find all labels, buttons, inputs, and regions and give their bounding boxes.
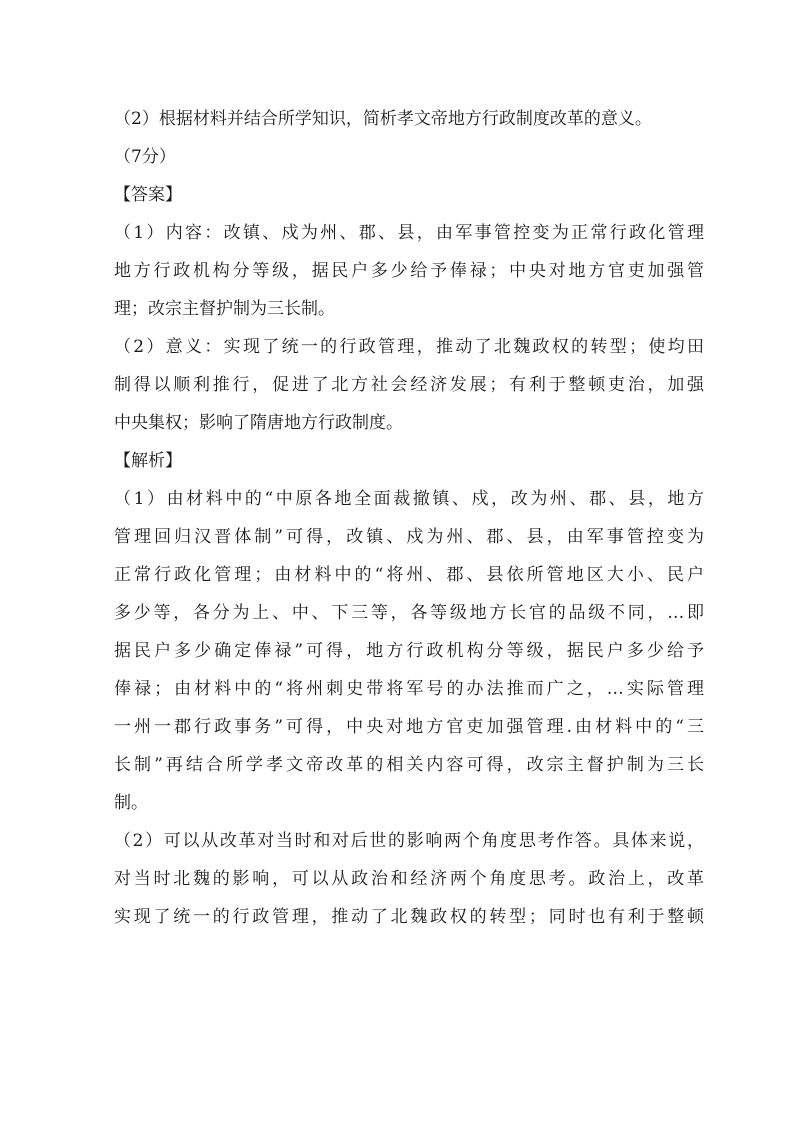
analysis-1-line-5: 据民户多少确定俸禄”可得，地方行政机构分等级，据民户多少给予	[114, 641, 704, 661]
answer-2-line-2: 制得以顺利推行，促进了北方社会经济发展；有利于整顿吏治，加强	[114, 375, 704, 395]
analysis-1-line-7: 一州一郡行政事务”可得，中央对地方官吏加强管理.由材料中的“三	[114, 717, 704, 737]
analysis-1-line-2: 管理回归汉晋体制”可得，改镇、戍为州、郡、县，由军事管控变为	[114, 527, 704, 547]
answer-1-line-3: 理；改宗主督护制为三长制。	[114, 299, 335, 319]
answer-2-line-3: 中央集权；影响了隋唐地方行政制度。	[114, 413, 403, 433]
analysis-1-line-9: 制。	[114, 793, 148, 813]
question-2-line-1: （2）根据材料并结合所学知识，简析孝文帝地方行政制度改革的意义。	[114, 109, 652, 129]
answer-2-line-1: （2）意义：实现了统一的行政管理，推动了北魏政权的转型；使均田	[114, 337, 704, 357]
question-2-score: （7分）	[114, 147, 176, 167]
answer-1-line-1: （1）内容：改镇、戍为州、郡、县，由军事管控变为正常行政化管理	[114, 223, 704, 243]
analysis-1-line-1: （1）由材料中的“中原各地全面裁撤镇、戍，改为州、郡、县，地方	[114, 489, 704, 509]
analysis-1-line-3: 正常行政化管理；由材料中的“将州、郡、县依所管地区大小、民户	[114, 565, 704, 585]
analysis-2-line-3: 实现了统一的行政管理，推动了北魏政权的转型；同时也有利于整顿	[114, 907, 704, 927]
answer-heading: 【答案】	[114, 185, 182, 205]
analysis-1-line-4: 多少等，各分为上、中、下三等，各等级地方长官的品级不同，…即	[114, 603, 704, 623]
analysis-2-line-2: 对当时北魏的影响，可以从政治和经济两个角度思考。政治上，改革	[114, 869, 704, 889]
answer-1-line-2: 地方行政机构分等级，据民户多少给予俸禄；中央对地方官吏加强管	[114, 261, 704, 281]
analysis-heading: 【解析】	[114, 451, 182, 471]
document-body	[114, 100, 704, 936]
analysis-1-line-6: 俸禄；由材料中的“将州刺史带将军号的办法推而广之，…实际管理	[114, 679, 704, 699]
analysis-1-line-8: 长制”再结合所学孝文帝改革的相关内容可得，改宗主督护制为三长	[114, 755, 704, 775]
analysis-2-line-1: （2）可以从改革对当时和对后世的影响两个角度思考作答。具体来说，	[114, 831, 704, 851]
